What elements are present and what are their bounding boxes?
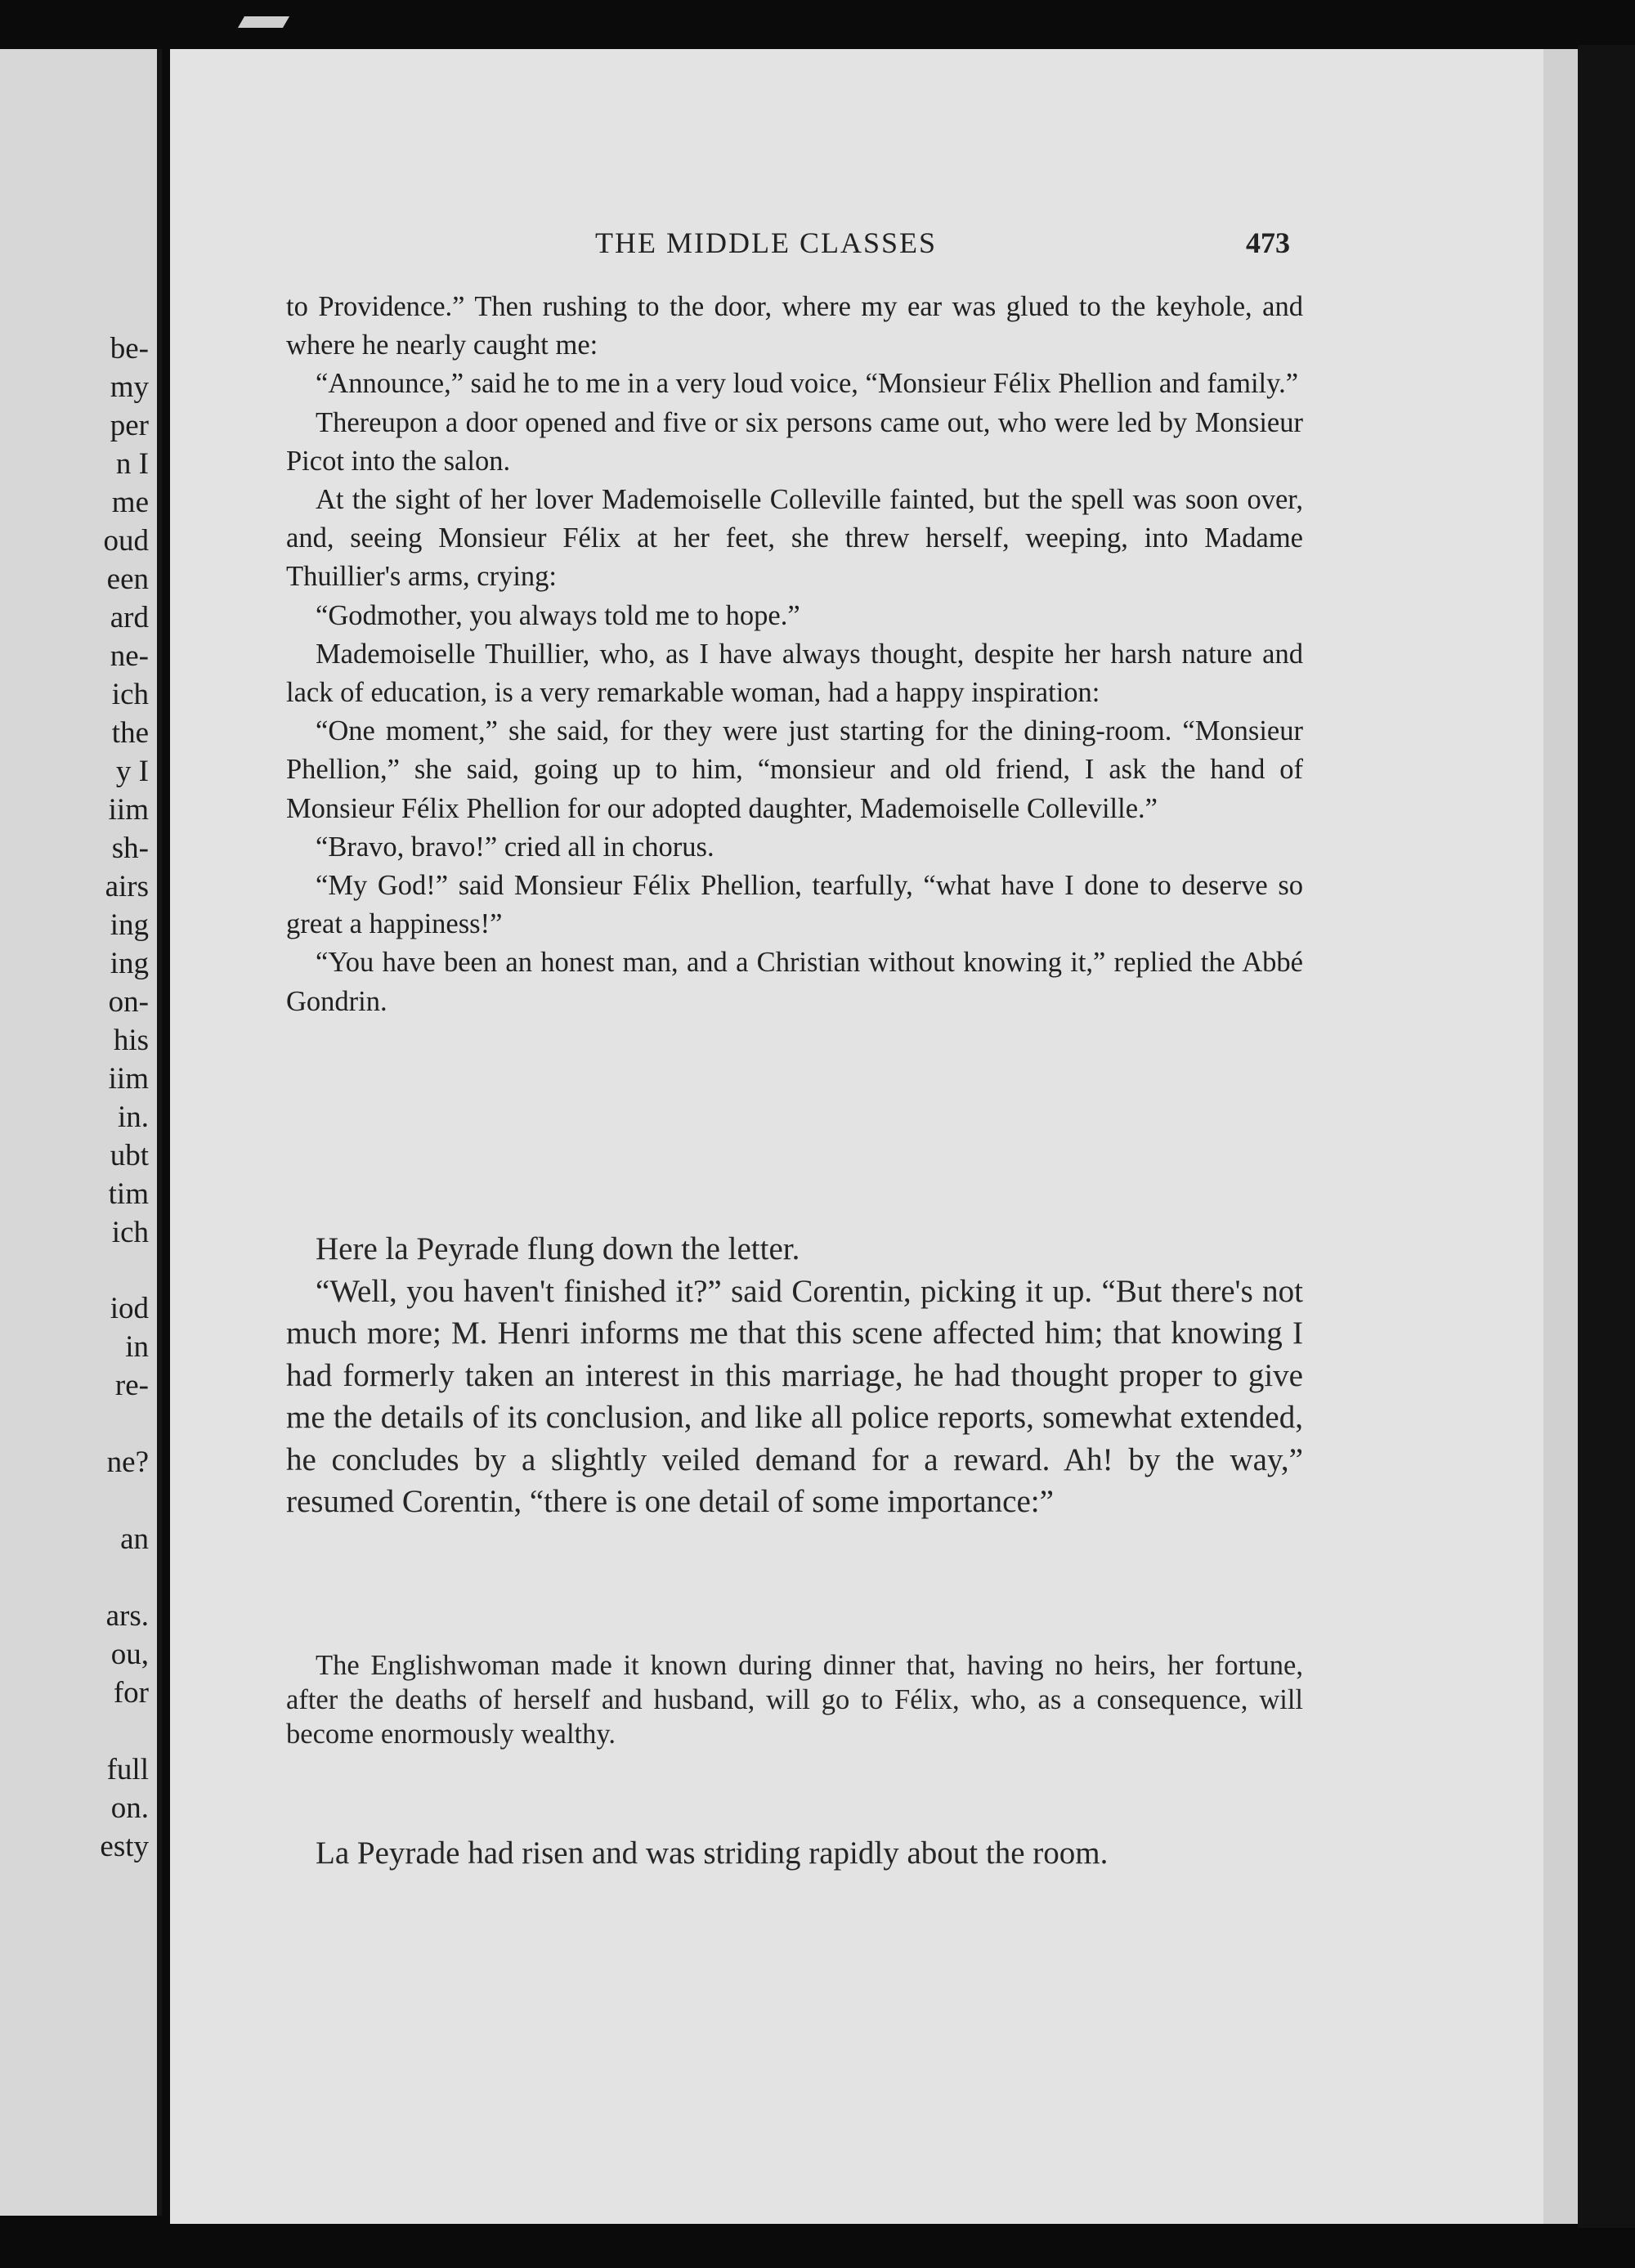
previous-page-word-fragment: iim [108, 793, 149, 827]
previous-page-word-fragment: ne- [110, 639, 149, 673]
page-header [170, 226, 1560, 267]
previous-page-word-fragment: oud [103, 524, 149, 558]
previous-page-word-fragment: ing [110, 908, 149, 942]
previous-page-word-fragment: sh- [111, 831, 149, 865]
previous-page-word-fragment: esty [100, 1830, 149, 1863]
previous-page-word-fragment: ou, [110, 1638, 149, 1671]
previous-page-edge [0, 49, 162, 2216]
paragraph: “Well, you haven't finished it?” said Corentin, picking it up. “But there's not much more; M. Henri informs me that this scene affected him; that knowing I had formerly taken an interest in this marriage, he had thought proper to give me the details of its conclusion, and like all police reports, somewhat extended, he concludes by a slightly veiled demand for a reward. Ah! by the way,” resumed Corentin, “there is one detail of some importance:” [286, 1273, 1303, 1519]
paragraph: “My God!” said Monsieur Félix Phellion, tearfully, “what have I done to deserve so great a happiness!” [286, 870, 1303, 940]
previous-page-word-fragment: iod [110, 1292, 149, 1325]
paragraph: La Peyrade had risen and was striding rapidly about the room. [316, 1835, 1109, 1871]
previous-page-word-fragment: on. [110, 1791, 149, 1825]
previous-page-word-fragment: tim [108, 1177, 149, 1211]
previous-page-word-fragment: per [110, 409, 149, 442]
closing-passage [286, 1833, 1303, 1874]
previous-page-word-fragment: airs [105, 870, 149, 903]
book-page [170, 49, 1560, 2224]
paragraph: The Englishwoman made it known during dinner that, having no heirs, her fortune, after the deaths of herself and husband, will go to Félix, who, as a consequence, will become enormously wealthy. [286, 1650, 1303, 1750]
previous-page-word-fragment: the [111, 716, 149, 750]
quoted-letter-passage [286, 288, 1303, 1021]
paragraph: “You have been an honest man, and a Christian without knowing it,” replied the Abbé Gondrin. [286, 947, 1303, 1017]
scanner-right-edge [1578, 45, 1635, 2228]
previous-page-word-fragment: full [106, 1753, 149, 1786]
previous-page-word-fragment: in. [117, 1100, 149, 1134]
previous-page-word-fragment: y I [115, 755, 149, 788]
quoted-report-passage [286, 1648, 1303, 1751]
previous-page-word-fragment: be- [110, 332, 149, 365]
previous-page-word-fragment: for [113, 1676, 149, 1710]
paragraph: Thereupon a door opened and five or six persons came out, who were led by Monsieur Picot into the salon. [286, 406, 1303, 477]
previous-page-word-fragment: in [125, 1330, 149, 1364]
page-number: 473 [1246, 226, 1290, 259]
previous-page-word-fragment: ne? [106, 1446, 149, 1479]
previous-page-word-fragment: ich [111, 1216, 149, 1249]
previous-page-word-fragment: ich [111, 678, 149, 711]
previous-page-word-fragment: re- [114, 1369, 149, 1402]
paragraph: “Godmother, you always told me to hope.” [316, 599, 800, 631]
previous-page-word-fragment: my [110, 370, 149, 404]
paragraph: to Providence.” Then rushing to the door, where my ear was glued to the keyhole, and where he nearly caught me: [286, 291, 1303, 361]
paragraph: At the sight of her lover Mademoiselle Colleville fainted, but the spell was soon over, and, seeing Monsieur Félix at her feet, she threw herself, weeping, into Madame Thuillier's arms, crying: [286, 484, 1303, 593]
previous-page-word-fragment: me [111, 486, 149, 519]
running-head: THE MIDDLE CLASSES [595, 226, 938, 259]
paragraph: “Announce,” said he to me in a very loud voice, “Monsieur Félix Phellion and family.” [316, 368, 1299, 400]
paragraph: Mademoiselle Thuillier, who, as I have always thought, despite her harsh nature and lack of education, is a very remarkable woman, had a happy inspiration: [286, 638, 1303, 709]
previous-page-word-fragment: an [120, 1522, 149, 1556]
previous-page-word-fragment: ars. [105, 1599, 149, 1633]
previous-page-word-fragment: n I [115, 447, 149, 481]
narrative-passage [286, 1228, 1303, 1523]
paragraph: Here la Peyrade flung down the letter. [316, 1231, 800, 1266]
previous-page-word-fragment: ard [110, 601, 149, 634]
previous-page-word-fragment: iim [108, 1062, 149, 1096]
paragraph: “Bravo, bravo!” cried all in chorus. [316, 831, 714, 863]
previous-page-word-fragment: his [113, 1024, 149, 1057]
paragraph: “One moment,” she said, for they were just starting for the dining-room. “Monsieur Phellion,” she said, going up to him, “monsieur and old friend, I ask the hand of Monsieur Félix Phellion for our adopted daughter, Mademoiselle Colleville.” [286, 715, 1303, 824]
scan-smudge [238, 16, 289, 28]
previous-page-word-fragment: ubt [110, 1139, 149, 1172]
previous-page-word-fragment: ing [110, 947, 149, 980]
previous-page-word-fragment: on- [108, 985, 149, 1019]
previous-page-word-fragment: een [106, 563, 149, 596]
